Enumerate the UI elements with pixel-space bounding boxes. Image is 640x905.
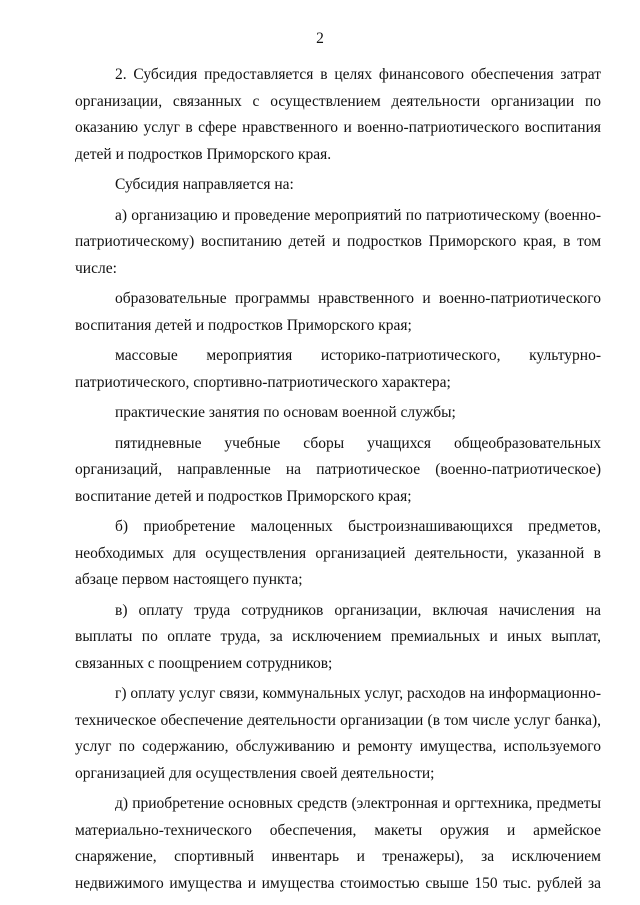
paragraph-item-d: д) приобретение основных средств (электронная и оргтехника, предметы материально-технического обеспечения, макеты оружия и армейское снаряжение, спортивный инвентарь и тренажеры), за исключением недвижимого имущества и имущества стоимостью свыше 150 тыс. рублей за [75, 795, 601, 892]
paragraph-item-b: б) приобретение малоценных быстроизнашивающихся предметов, необходимых для осуществления организацией деятельности, указанной в абзаце первом настоящего пункта; [75, 518, 601, 588]
paragraph-training-camps: пятидневные учебные сборы учащихся общеобразовательных организаций, направленные на патриотическое (военно-патриотическое) воспитание детей и подростков Приморского края; [75, 434, 601, 505]
document-body [75, 62, 601, 901]
paragraph-item-g: г) оплату услуг связи, коммунальных услуг, расходов на информационно-техническое обеспечение деятельности организации (в том числе услуг банка), услуг по содержанию, обслуживанию и ремонту имущества, используемого организацией для осуществления своей деятельности; [75, 685, 601, 782]
paragraph-mass-events: массовые мероприятия историко-патриотического, культурно-патриотического, спортивно-патриотического характера; [75, 347, 601, 391]
paragraph-subsidy-directions: Субсидия направляется на: [115, 176, 294, 193]
paragraph-item-a: а) организацию и проведение мероприятий по патриотическому (военно-патриотическому) воспитанию детей и подростков Приморского края, в том числе: [75, 206, 601, 277]
paragraph-educational-programs: образовательные программы нравственного и военно-патриотического воспитания детей и подростков Приморского края; [75, 290, 601, 334]
paragraph-subsidy-purpose: 2. Субсидия предоставляется в целях финансового обеспечения затрат организации, связанных с осуществлением деятельности организации по оказанию услуг в сфере нравственного и военно-патриотического воспитания детей и подростков Приморского края. [75, 66, 601, 163]
paragraph-item-v: в) оплату труда сотрудников организации, включая начисления на выплаты по оплате труда, за исключением премиальных и иных выплат, связанных с поощрением сотрудников; [75, 601, 601, 672]
page-number: 2 [316, 30, 324, 47]
paragraph-practical-lessons: практические занятия по основам военной службы; [115, 404, 456, 421]
